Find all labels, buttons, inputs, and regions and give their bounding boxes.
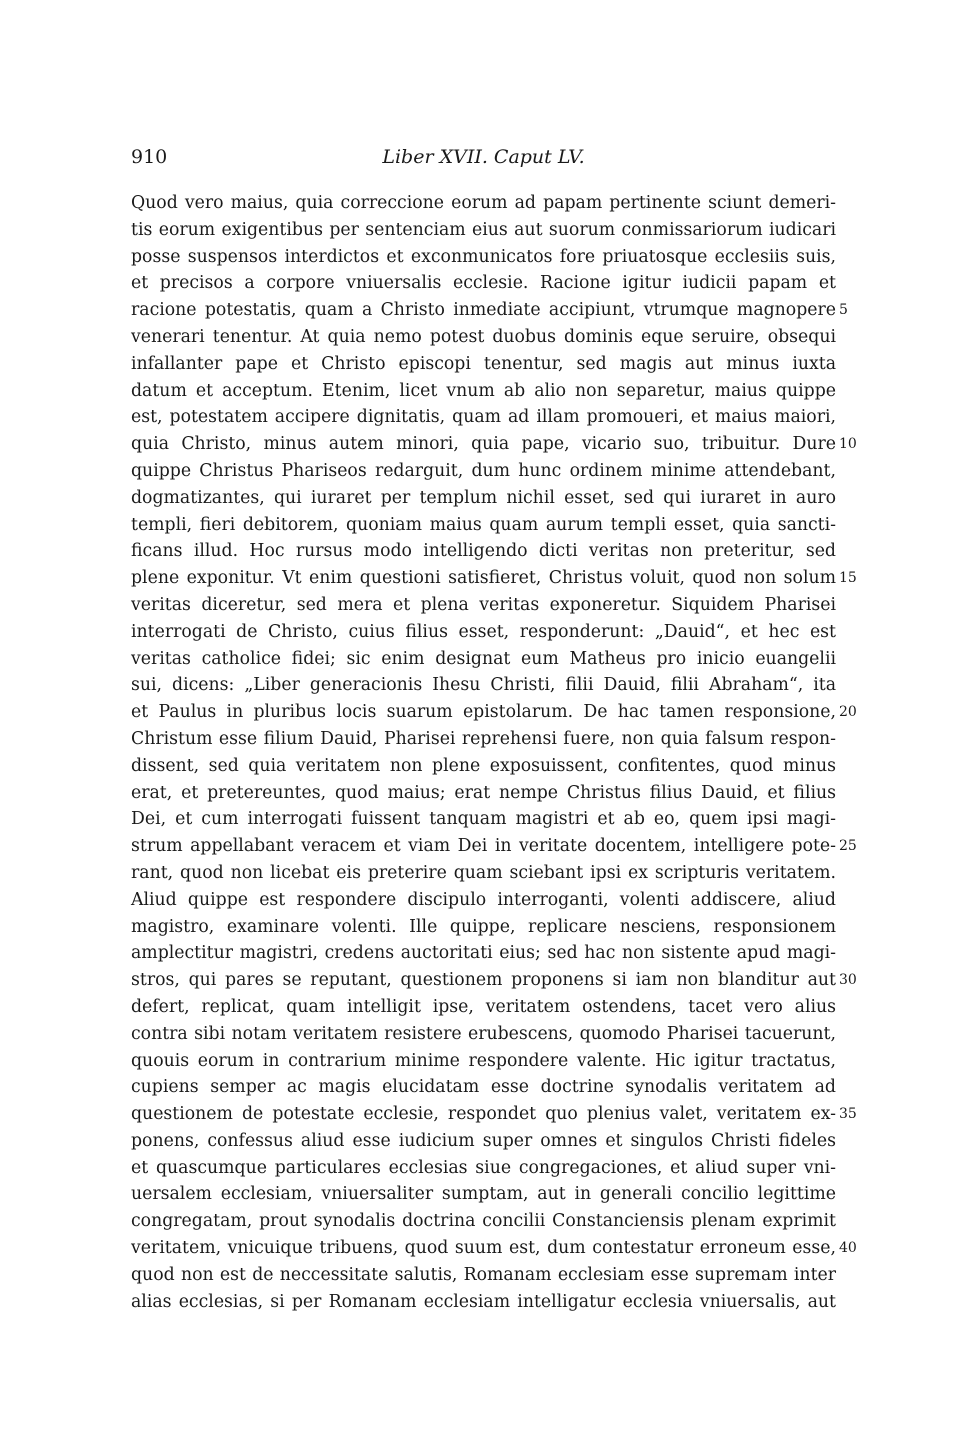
text-line: veritatem, vnicuique tribuens, quod suum est, dum contestatur erroneum esse, (131, 1238, 836, 1259)
text-line: plene exponitur. Vt enim questioni satisfieret, Christus voluit, quod non solum (131, 568, 836, 589)
text-line: amplectitur magistri, credens auctoritati eius; sed hac non sistente apud magi- (131, 943, 836, 964)
text-line: racione potestatis, quam a Christo inmediate accipiunt, vtrumque magnopere (131, 300, 836, 321)
text-line: cupiens semper ac magis elucidatam esse doctrine synodalis veritatem ad (131, 1077, 836, 1098)
text-line: dogmatizantes, qui iuraret per templum nichil esset, sed qui iuraret in auro (131, 487, 836, 508)
text-line: veritas catholice fidei; sic enim designat eum Matheus pro inicio euangelii (131, 648, 836, 669)
line-number-15: 15 (839, 570, 857, 587)
text-line: stros, qui pares se reputant, questionem proponens si iam non blanditur aut (131, 970, 836, 991)
text-line: quippe Christus Phariseos redarguit, dum hunc ordinem minime attendebant, (131, 460, 836, 481)
text-line: questionem de potestate ecclesie, respondet quo plenius valet, veritatem ex- (131, 1104, 836, 1125)
text-line: quia Christo, minus autem minori, quia pape, vicario suo, tribuitur. Dure (131, 434, 836, 455)
text-line: uersalem ecclesiam, vniuersaliter sumptam, aut in generali concilio legittime (131, 1184, 836, 1205)
text-line: erat, et pretereuntes, quod maius; erat nempe Christus filius Dauid, et filius (131, 782, 836, 803)
text-line: strum appellabant veracem et viam Dei in veritate docentem, intelligere pote- (131, 836, 836, 857)
page-header (131, 146, 836, 176)
text-line: infallanter pape et Christo episcopi tenentur, sed magis aut minus iuxta (131, 353, 836, 374)
line-number-5: 5 (839, 302, 848, 319)
text-body (131, 190, 836, 1315)
text-line: et quascumque particulares ecclesias siue congregaciones, et aliud super vni- (131, 1157, 836, 1178)
text-line: dissent, sed quia veritatem non plene exposuissent, confitentes, quod minus (131, 755, 836, 776)
text-line: interrogati de Christo, cuius filius esset, responderunt: „Dauid“, et hec est (131, 621, 836, 642)
text-line: congregatam, prout synodalis doctrina concilii Constanciensis plenam exprimit (131, 1211, 836, 1232)
text-line: est, potestatem accipere dignitatis, quam ad illam promoueri, et maius maiori, (131, 407, 836, 428)
text-line: tis eorum exigentibus per sentenciam eius aut suorum conmissariorum iudicari (131, 219, 836, 240)
running-title: Liber XVII. Caput LV. (382, 146, 585, 168)
text-line: magistro, examinare volenti. Ille quippe, replicare nesciens, responsionem (131, 916, 836, 937)
text-line: Aliud quippe est respondere discipulo interroganti, volenti addiscere, aliud (131, 889, 836, 910)
text-line: alias ecclesias, si per Romanam ecclesiam intelligatur ecclesia vniuersalis, aut (131, 1291, 836, 1312)
text-line: sui, dicens: „Liber generacionis Ihesu Christi, filii Dauid, filii Abraham“, ita (131, 675, 836, 696)
text-line: veritas diceretur, sed mera et plena veritas exponeretur. Siquidem Pharisei (131, 594, 836, 615)
text-line: rant, quod non licebat eis preterire quam sciebant ipsi ex scripturis veritatem. (131, 862, 836, 883)
text-line: Quod vero maius, quia correccione eorum ad papam pertinente sciunt demeri- (131, 193, 836, 213)
line-number-10: 10 (839, 436, 857, 453)
text-line: ficans illud. Hoc rursus modo intelligendo dicti veritas non preteritur, sed (131, 541, 836, 562)
line-number-40: 40 (839, 1240, 857, 1257)
text-line: templi, fieri debitorem, quoniam maius quam aurum templi esset, quia sancti- (131, 514, 836, 535)
text-line: contra sibi notam veritatem resistere erubescens, quomodo Pharisei tacuerunt, (131, 1023, 836, 1044)
line-number-25: 25 (839, 838, 857, 855)
line-number-20: 20 (839, 704, 857, 721)
text-line: defert, replicat, quam intelligit ipse, veritatem ostendens, tacet vero alius (131, 996, 836, 1017)
text-line: quouis eorum in contrarium minime respondere valente. Hic igitur tractatus, (131, 1050, 836, 1071)
text-line: posse suspensos interdictos et exconmunicatos fore priuatosque ecclesiis suis, (131, 246, 836, 267)
text-line: Dei, et cum interrogati fuissent tanquam magistri et ab eo, quem ipsi magi- (131, 809, 836, 830)
text-line: et Paulus in pluribus locis suarum epistolarum. De hac tamen responsione, (131, 702, 836, 723)
line-number-30: 30 (839, 972, 857, 989)
text-line: et precisos a corpore vniuersalis ecclesie. Racione igitur iudicii papam et (131, 273, 836, 294)
text-line: quod non est de neccessitate salutis, Romanam ecclesiam esse supremam inter (131, 1264, 836, 1285)
text-line: ponens, confessus aliud esse iudicium super omnes et singulos Christi fideles (131, 1130, 836, 1151)
text-line: venerari tenentur. At quia nemo potest duobus dominis eque seruire, obsequi (131, 326, 836, 347)
text-line: Christum esse filium Dauid, Pharisei reprehensi fuere, non quia falsum respon- (131, 728, 836, 749)
line-number-35: 35 (839, 1106, 857, 1123)
text-line: datum et acceptum. Etenim, licet vnum ab alio non separetur, maius quippe (131, 380, 836, 401)
page-number: 910 (131, 146, 168, 168)
